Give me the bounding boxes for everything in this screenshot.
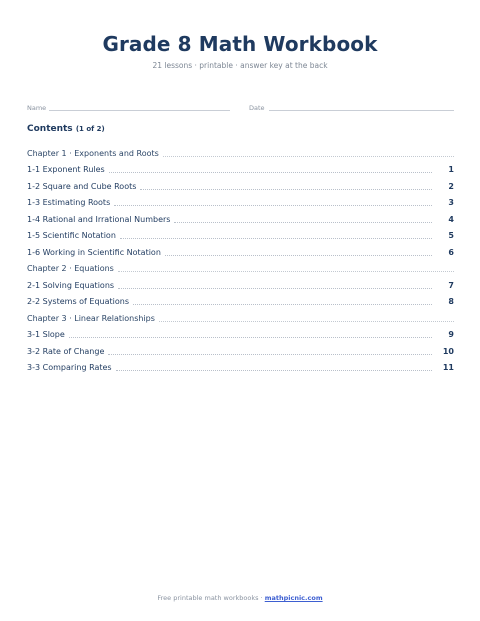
toc-lesson-row[interactable] xyxy=(27,343,454,360)
toc-page-number: 4 xyxy=(448,214,454,224)
toc-label: Chapter 3 · Linear Relationships xyxy=(27,313,155,323)
page-title: Grade 8 Math Workbook xyxy=(102,32,378,56)
name-label: Name xyxy=(27,104,47,112)
toc-chapter-row[interactable] xyxy=(27,261,454,278)
dot-leader xyxy=(165,255,432,256)
toc-lesson-row[interactable] xyxy=(27,327,454,344)
name-date-fields xyxy=(27,104,454,114)
dot-leader xyxy=(108,354,432,355)
toc-label: 3-1 Slope xyxy=(27,330,65,340)
toc-lesson-row[interactable] xyxy=(27,178,454,195)
toc-chapter-row[interactable] xyxy=(27,310,454,327)
toc-lesson-row[interactable] xyxy=(27,162,454,179)
toc-label: 2-1 Solving Equations xyxy=(27,280,115,290)
dot-leader xyxy=(109,172,432,173)
toc-page-number: 7 xyxy=(448,280,454,290)
dot-leader xyxy=(118,271,454,272)
toc-lesson-row[interactable] xyxy=(27,294,454,311)
toc-label: 3-2 Rate of Change xyxy=(27,346,105,356)
date-line xyxy=(269,110,454,111)
dot-leader xyxy=(69,337,432,338)
toc-label: 1-1 Exponent Rules xyxy=(27,165,105,175)
page-footer xyxy=(0,594,480,602)
dot-leader xyxy=(114,205,432,206)
toc-lesson-row[interactable] xyxy=(27,211,454,228)
footer-text: Free printable math workbooks · xyxy=(157,594,265,602)
toc-label: 1-3 Estimating Roots xyxy=(27,198,111,208)
toc-page-number: 6 xyxy=(448,247,454,257)
dot-leader xyxy=(120,238,432,239)
toc-page-number: 9 xyxy=(448,330,454,340)
contents-heading-text: Contents xyxy=(27,124,73,134)
dot-leader xyxy=(163,156,454,157)
date-label: Date xyxy=(249,104,265,112)
name-line xyxy=(49,110,230,111)
toc-label: 1-4 Rational and Irrational Numbers xyxy=(27,214,171,224)
footer-link[interactable]: mathpicnic.com xyxy=(264,594,323,602)
page-subtitle: 21 lessons · printable · answer key at the back xyxy=(152,61,328,70)
contents-part: (1 of 2) xyxy=(75,125,105,133)
dot-leader xyxy=(174,222,432,223)
toc-lesson-row[interactable] xyxy=(27,277,454,294)
toc-page-number: 5 xyxy=(448,231,454,241)
toc-page-number: 11 xyxy=(442,363,454,373)
dot-leader xyxy=(159,321,454,322)
dot-leader xyxy=(140,189,432,190)
toc-page-number: 10 xyxy=(442,346,454,356)
contents-heading xyxy=(27,124,105,134)
toc-page-number: 1 xyxy=(448,165,454,175)
toc-lesson-row[interactable] xyxy=(27,360,454,377)
toc-page-number: 8 xyxy=(448,297,454,307)
toc-chapter-row[interactable] xyxy=(27,145,454,162)
toc-label: 2-2 Systems of Equations xyxy=(27,297,130,307)
toc-page-number: 2 xyxy=(448,181,454,191)
toc-label: Chapter 2 · Equations xyxy=(27,264,114,274)
toc-label: Chapter 1 · Exponents and Roots xyxy=(27,148,159,158)
toc-lesson-row[interactable] xyxy=(27,228,454,245)
toc-label: 1-2 Square and Cube Roots xyxy=(27,181,137,191)
toc-label: 3-3 Comparing Rates xyxy=(27,363,112,373)
table-of-contents xyxy=(27,145,454,376)
toc-lesson-row[interactable] xyxy=(27,195,454,212)
toc-page-number: 3 xyxy=(448,198,454,208)
toc-label: 1-5 Scientific Notation xyxy=(27,231,116,241)
dot-leader xyxy=(118,288,432,289)
dot-leader xyxy=(116,370,432,371)
toc-label: 1-6 Working in Scientific Notation xyxy=(27,247,161,257)
toc-lesson-row[interactable] xyxy=(27,244,454,261)
dot-leader xyxy=(133,304,432,305)
